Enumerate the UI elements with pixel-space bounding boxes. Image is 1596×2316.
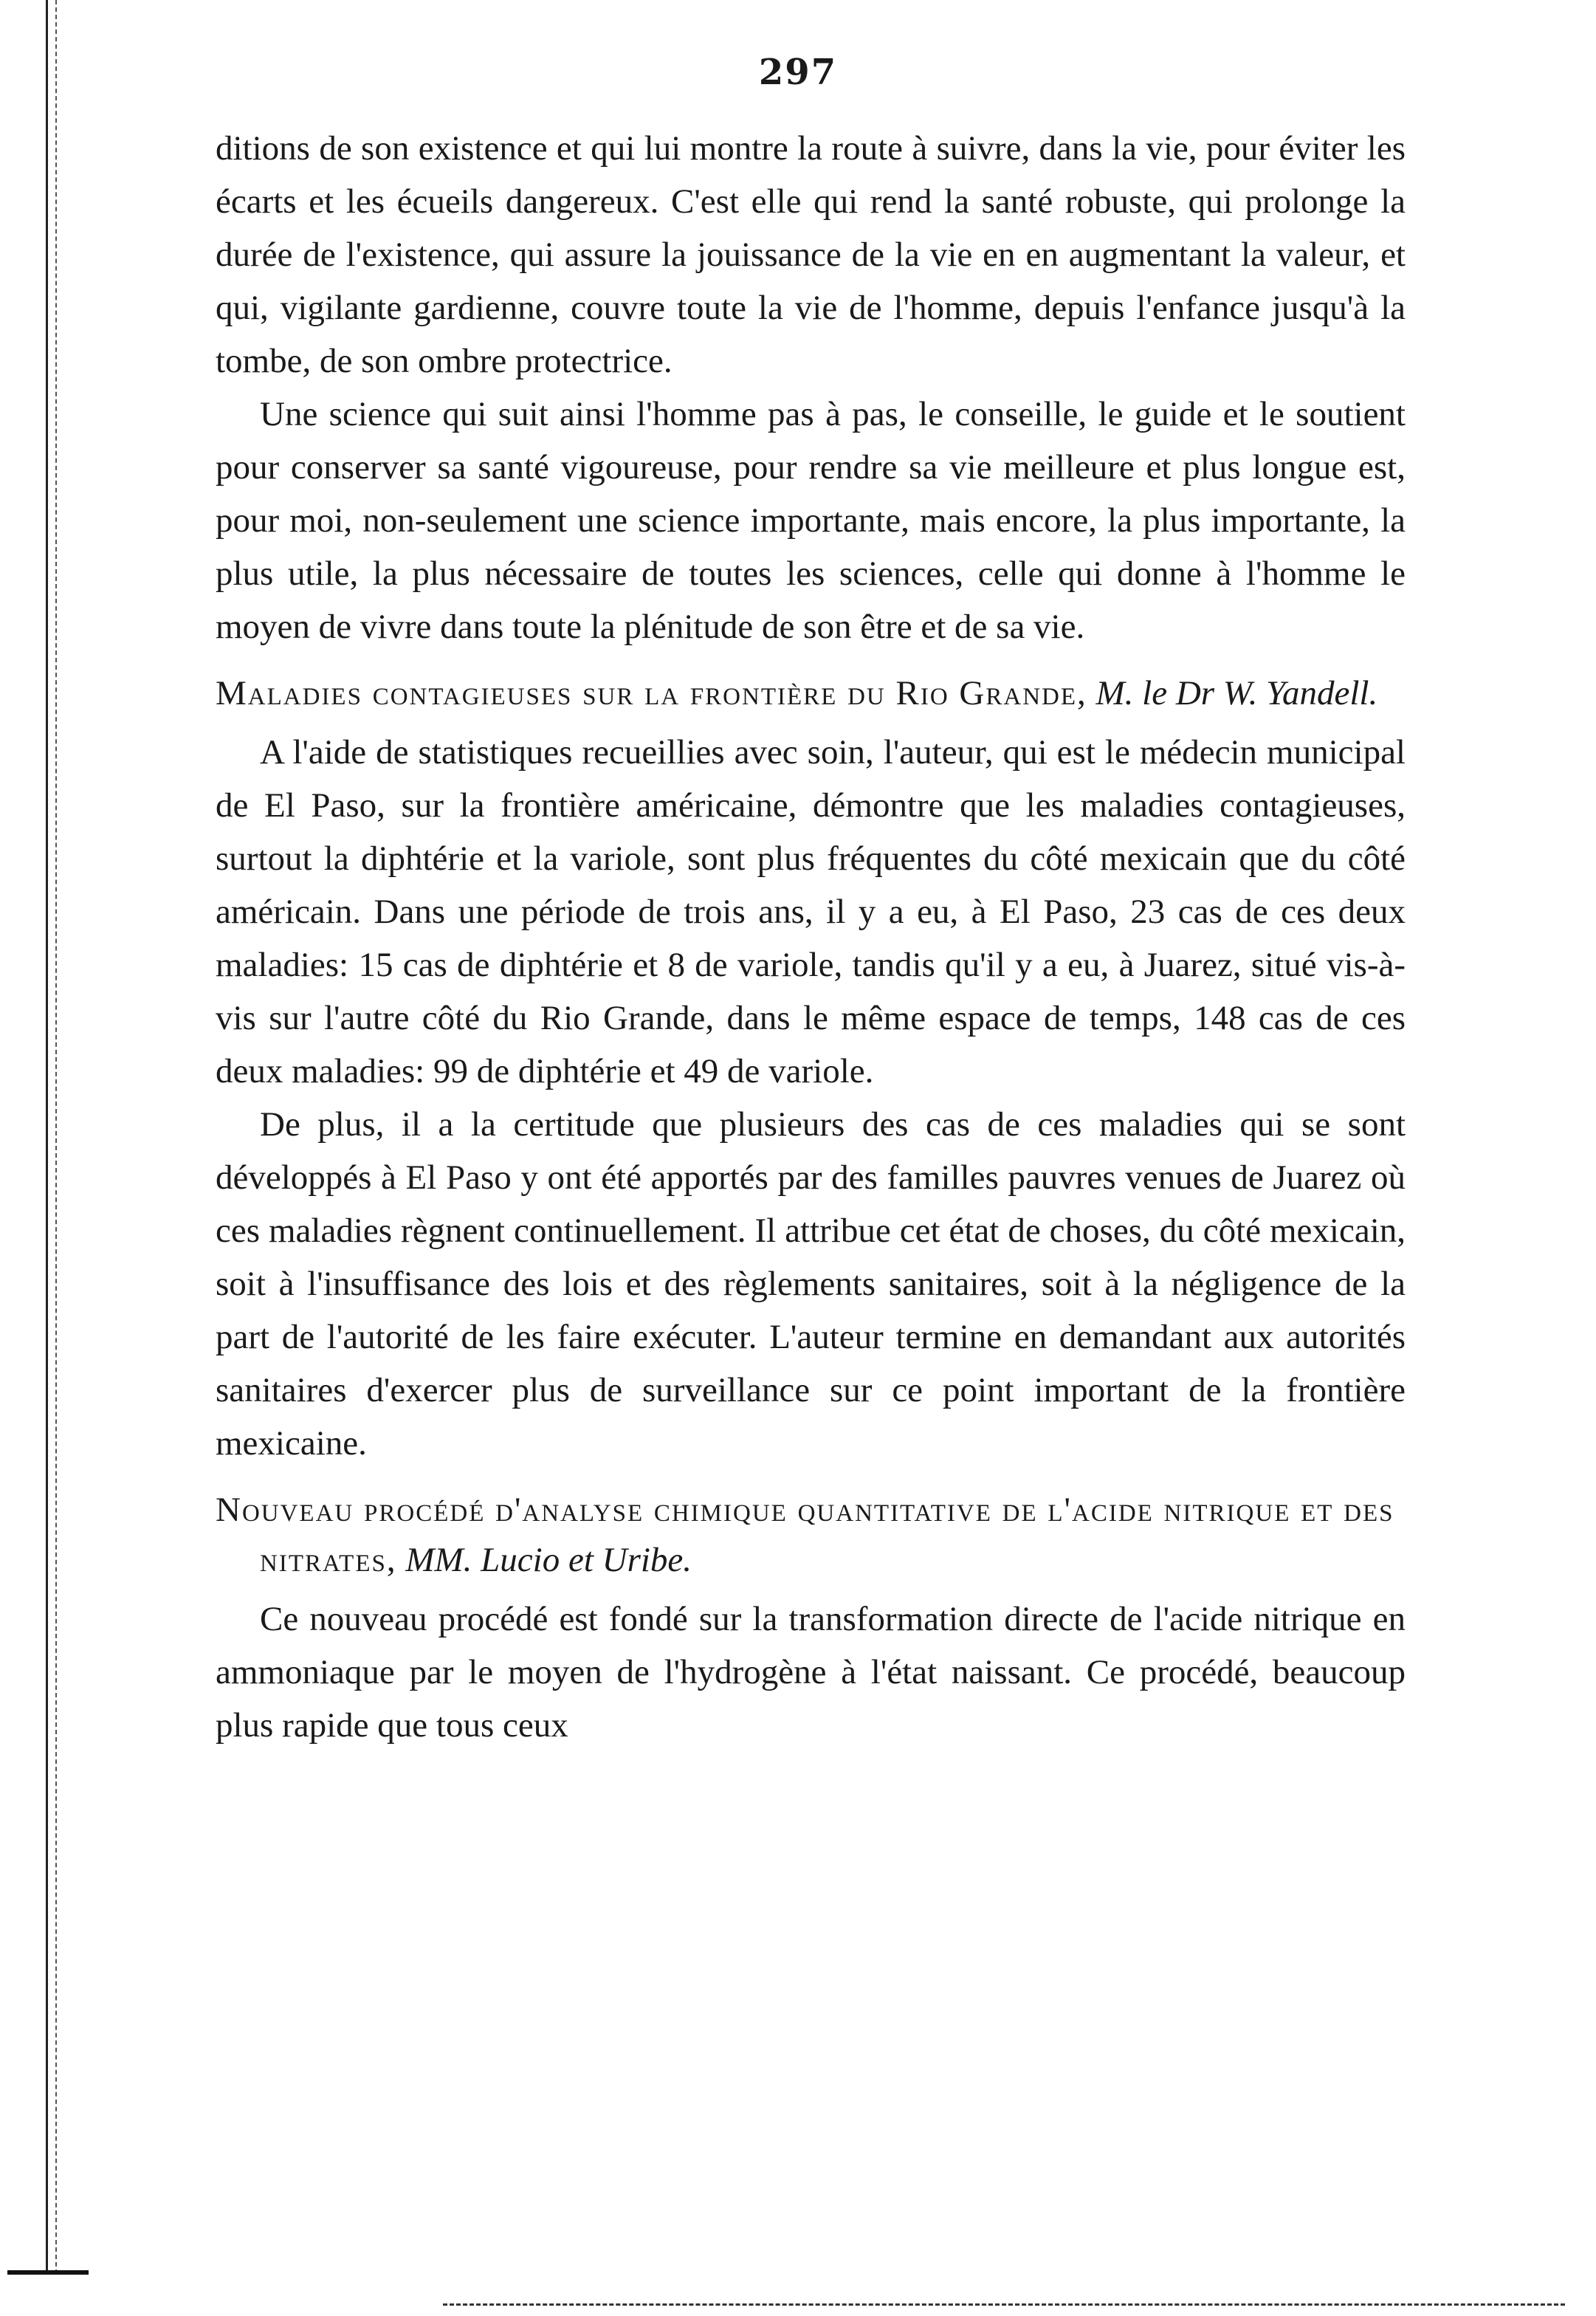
- page-binding-edge: [46, 0, 57, 2274]
- section-author: MM. Lucio et Uribe.: [405, 1541, 692, 1579]
- paragraph: A l'aide de statistiques recueillies avec soin, l'auteur, qui est le médecin municipal de El Paso, sur la frontière américaine, démontre que les maladies contagieuses, surtout la diphtérie et la variole, sont plus fréquentes du côté mexicain que du côté américain. Dans une période de trois ans, il y a eu, à El Paso, 23 cas de ces deux maladies: 15 cas de diphtérie et 8 de variole, tandis qu'il y a eu, à Juarez, situé vis-à-vis sur l'autre côté du Rio Grande, dans le même espace de temps, 148 cas de ces deux maladies: 99 de diphtérie et 49 de variole.: [216, 733, 1406, 1090]
- section-author: M. le Dr W. Yandell.: [1095, 674, 1378, 712]
- section-title: Maladies contagieuses sur la frontière du Rio Grande,: [216, 674, 1087, 712]
- paragraph: Une science qui suit ainsi l'homme pas à pas, le conseille, le guide et le soutient pour conserver sa santé vigoureuse, pour rendre sa vie meilleure et plus longue est, pour moi, non-seulement une science importante, mais encore, la plus importante, la plus utile, la plus nécessaire de toutes les sciences, celle qui donne à l'homme le moyen de vivre dans toute la plénitude de son être et de sa vie.: [216, 395, 1406, 646]
- page-body: [216, 122, 1406, 1752]
- section-heading: [216, 1485, 1406, 1585]
- binding-foot-mark: [7, 2270, 89, 2275]
- paragraph: Ce nouveau procédé est fondé sur la transformation directe de l'acide nitrique en ammoniaque par le moyen de l'hydrogène à l'état naissant. Ce procédé, beaucoup plus rapide que tous ceux: [216, 1600, 1406, 1745]
- paragraph: De plus, il a la certitude que plusieurs des cas de ces maladies qui se sont développés à El Paso y ont été apportés par des familles pauvres venues de Juarez où ces maladies règnent continuellement. Il attribue cet état de choses, du côté mexicain, soit à l'insuffisance des lois et des règlements sanitaires, soit à la négligence de la part de l'autorité de les faire exécuter. L'auteur termine en demandant aux autorités sanitaires d'exercer plus de surveillance sur ce point important de la frontière mexicaine.: [216, 1105, 1406, 1463]
- footer-rule: [443, 2303, 1565, 2306]
- section-title: Nouveau procédé d'analyse chimique quantitative de l'acide nitrique et des nitrates,: [216, 1491, 1394, 1579]
- page-number: 297: [758, 52, 838, 93]
- section-heading: [216, 668, 1406, 718]
- paragraph: ditions de son existence et qui lui montre la route à suivre, dans la vie, pour éviter les écarts et les écueils dangereux. C'est elle qui rend la santé robuste, qui prolonge la durée de l'existence, qui assure la jouissance de la vie en en augmentant la valeur, et qui, vigilante gardienne, couvre toute la vie de l'homme, depuis l'enfance jusqu'à la tombe, de son ombre protectrice.: [216, 129, 1406, 380]
